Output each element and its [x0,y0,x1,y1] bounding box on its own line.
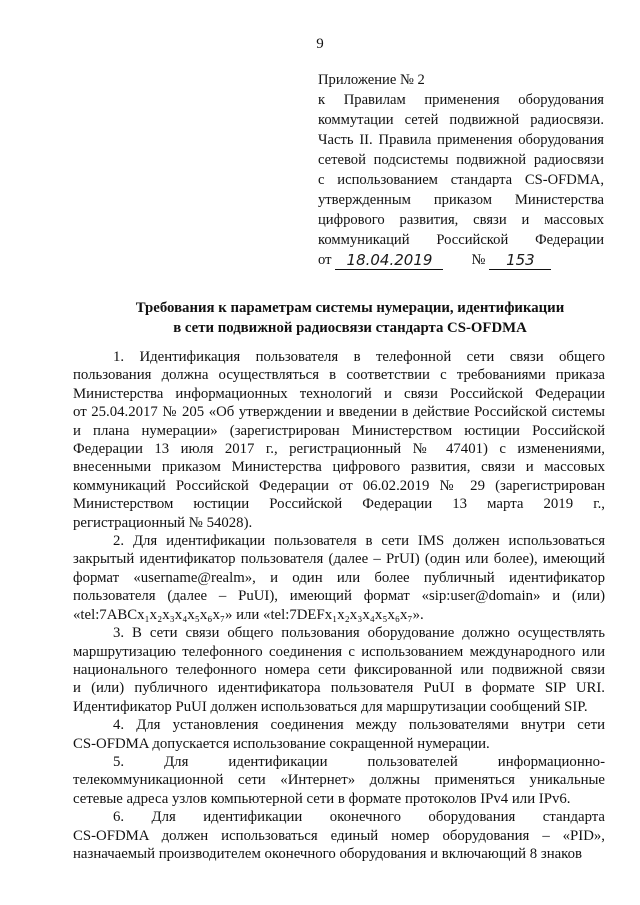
paragraph-line: и (или) публичного идентификатора пользователя PuUI в формате SIP URI. [73,680,605,697]
handwritten-order-number: 153 [489,251,551,270]
paragraph-line: и плана нумерации» (зарегистрирован Министерством юстиции Российской [73,422,605,439]
paragraph-line: закрытый идентификатор пользователя (далее – PrUI) (один или более), имеющий [73,551,605,568]
date-label: от [318,252,332,268]
document-body [73,348,605,863]
paragraph-line: пользования должна осуществляться в соответствии с требованиями приказа [73,367,605,384]
appendix-line: утвержденным приказом Министерства [318,192,604,208]
order-date-number-line [318,250,604,270]
paragraph-line: формат «username@realm», и один или более публичный идентификатор [73,569,605,586]
paragraph-3 [73,624,605,716]
appendix-header [318,70,604,270]
paragraph-line: назначаемый производителем оконечного оборудования и включающий 8 знаков [73,845,583,862]
paragraph-line: Идентификатор PuUI должен использоваться для маршрутизации сообщений SIP. [73,698,588,715]
title-line-2: в сети подвижной радиосвязи стандарта CS-OFDMA [173,320,527,336]
paragraph-line: маршрутизацию телефонного соединения с использованием международного или [73,643,605,660]
paragraph-line: Министерством юстиции Российской Федерации 13 марта 2019 г., [73,496,605,513]
paragraph-line: сетевые адреса узлов компьютерной сети в формате протоколов IPv4 или IPv6. [73,790,571,807]
paragraph-2 [73,532,605,624]
paragraph-line: 4. Для установления соединения между пользователями внутри сети [113,717,605,734]
paragraph-line: внесенными приказом Министерства цифрового развития, связи и массовых [73,459,605,476]
title-line-1: Требования к параметрам системы нумерации, идентификации [135,300,565,316]
paragraph-line: регистрационный № 54028). [73,514,253,531]
paragraph-line: коммуникаций Российской Федерации от 06.02.2019 № 29 (зарегистрирован [73,477,605,494]
paragraph-line: Федерации 13 июля 2017 г., регистрационный № 47401) с изменениями, [73,441,605,458]
paragraph-line: CS-OFDMA допускается использование сокращенной нумерации. [73,735,490,752]
paragraph-line: 1. Идентификация пользователя в телефонной сети связи общего [113,349,605,365]
paragraph-4 [73,716,605,753]
appendix-line: коммуникаций Российской Федерации [318,232,604,248]
paragraph-line: 2. Для идентификации пользователя в сети IMS должен использоваться [113,533,605,550]
appendix-line: Приложение № 2 [318,72,425,88]
paragraph-line: 5. Для идентификации пользователей информационно- [113,753,605,770]
paragraph-6 [73,808,605,863]
paragraph-line: 6. Для идентификации оконечного оборудования стандарта [113,809,605,826]
appendix-line: коммутации сетей подвижной радиосвязи. [318,112,604,128]
appendix-line: с использованием стандарта CS-OFDMA, [318,172,604,188]
paragraph-line: от 25.04.2017 № 205 «Об утверждении и введении в действие Российской системы [73,404,605,421]
paragraph-line: 3. В сети связи общего пользования оборудование должно осуществлять [113,625,605,642]
appendix-line: цифрового развития, связи и массовых [318,212,604,228]
document-title [60,298,640,338]
paragraph-line: CS-OFDMA должен использоваться единый номер оборудования – «PID», [73,827,605,844]
paragraph-line: «tel:7ABCx₁x₂x₃x₄x₅x₆x₇» или «tel:7DEFx₁x₂x₃x₄x₅x₆x₇». [73,606,424,623]
paragraph-5 [73,753,605,808]
appendix-line: сетевой подсистемы подвижной радиосвязи [318,152,604,168]
paragraph-1 [73,348,605,532]
paragraph-line: Министерства информационных технологий и связи Российской Федерации [73,385,605,402]
handwritten-date: 18.04.2019 [335,251,443,270]
paragraph-line: телекоммуникационной сети «Интернет» должны применяться уникальные [73,772,605,789]
appendix-line: Часть II. Правила применения оборудования [318,132,604,148]
page-number: 9 [316,36,324,52]
paragraph-line: национального телефонного номера сети фиксированной или подвижной связи [73,661,605,678]
paragraph-line: пользователя (далее – PuUI), имеющий формат «sip:user@domain» и (или) [73,588,605,605]
appendix-line: к Правилам применения оборудования [318,92,604,108]
number-label: № [471,252,486,268]
